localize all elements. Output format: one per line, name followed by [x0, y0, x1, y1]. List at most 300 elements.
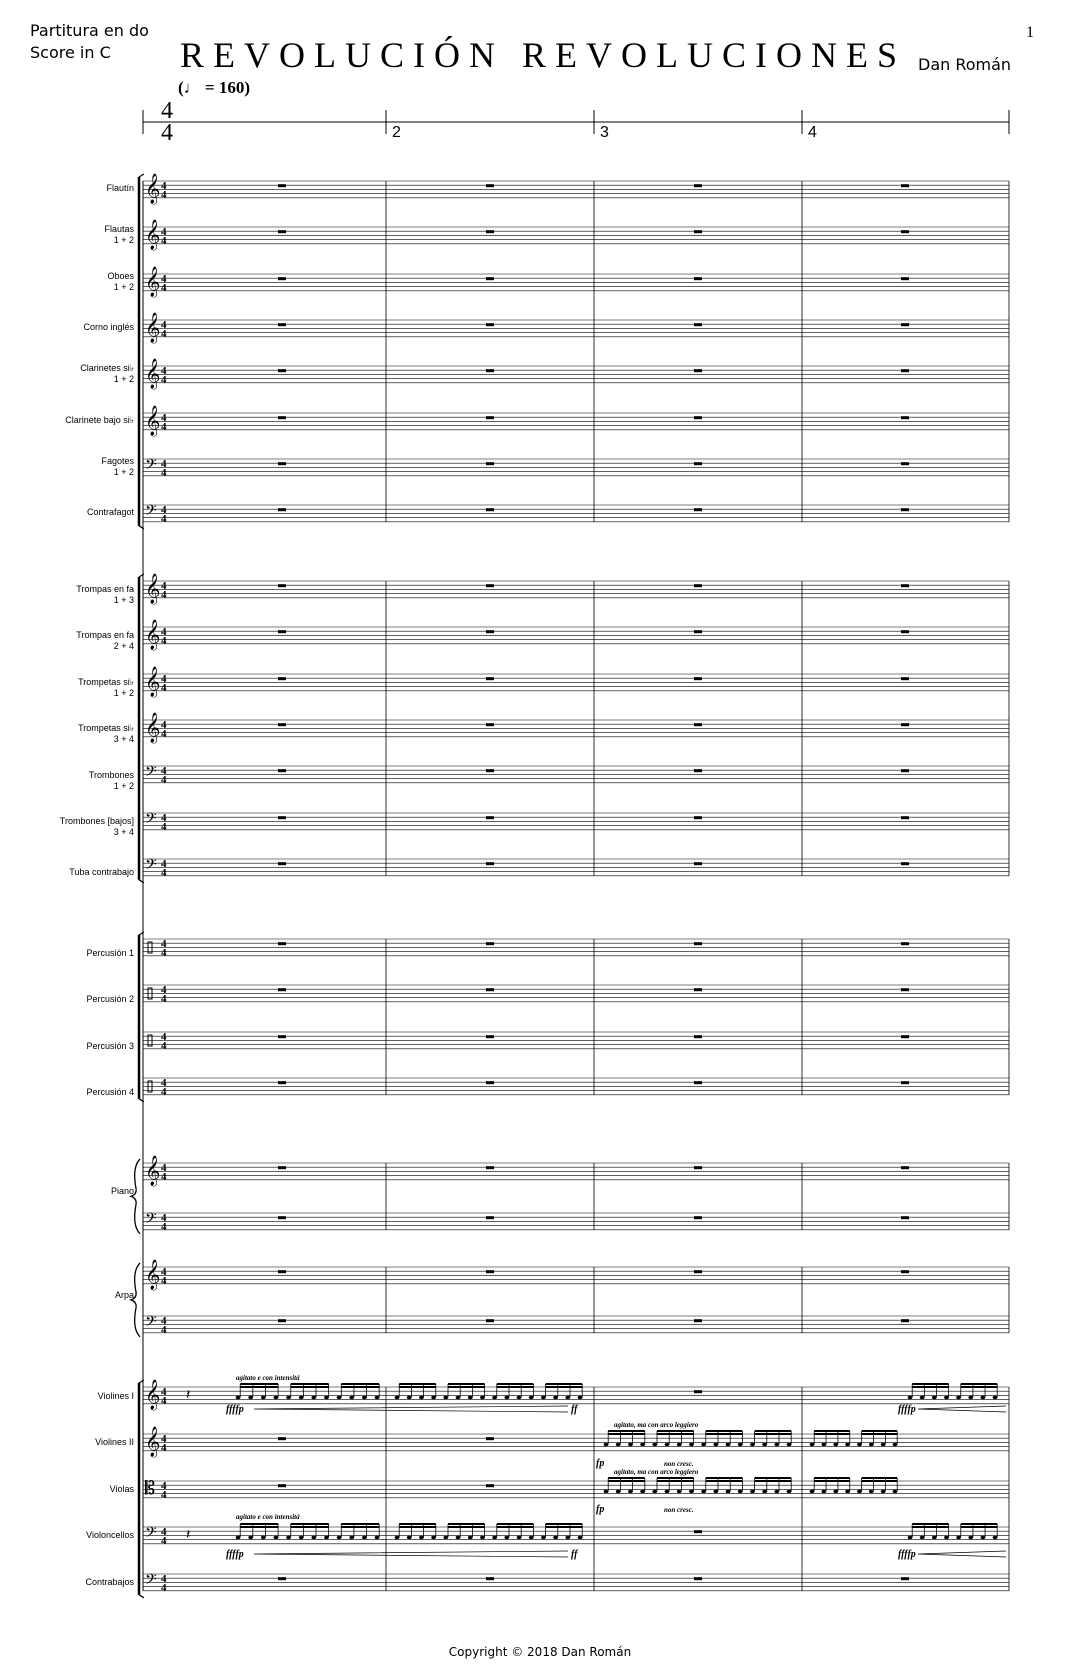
cello-m4-note: [908, 1536, 913, 1539]
violas-m4-note: [881, 1490, 886, 1493]
violas-m3-note: [616, 1490, 621, 1493]
time-sig-top: 4: [161, 626, 167, 638]
whole-rest: [278, 723, 286, 726]
violin1-m4-note: [920, 1396, 925, 1399]
violin1-m1-note: [337, 1396, 342, 1399]
bass-clef-icon: 𝄢: [145, 502, 157, 523]
violas-m4-note: [833, 1490, 838, 1493]
cello-m2-note: [407, 1536, 412, 1539]
whole-rest: [901, 416, 909, 419]
whole-rest: [694, 230, 702, 233]
whole-rest: [278, 862, 286, 865]
cello-m1-note: [261, 1536, 266, 1539]
quarter-rest-cello: 𝄽: [186, 1527, 191, 1543]
violin2-m3-note: [774, 1443, 779, 1446]
time-sig-bottom: 4: [161, 189, 167, 201]
bass-clef-icon: 𝄢: [145, 856, 157, 877]
time-sig-top: 4: [161, 273, 167, 285]
dynamic-fp-violas: fp: [596, 1504, 605, 1515]
violin1-m2-note: [492, 1396, 497, 1399]
treble-clef-icon: 𝄞: [145, 220, 161, 250]
whole-rest: [486, 816, 494, 819]
measure-number-4: 4: [808, 124, 817, 141]
whole-rest: [278, 1270, 286, 1273]
violas-m4-note: [857, 1490, 862, 1493]
instrument-label-percusion-3: Percusión 3: [86, 1041, 134, 1051]
measure-number-2: 2: [392, 124, 401, 141]
whole-rest: [694, 630, 702, 633]
violin2-m4-note: [833, 1443, 838, 1446]
instrument-label-percusion-4: Percusión 4: [86, 1087, 134, 1097]
whole-rest: [486, 1166, 494, 1169]
whole-rest: [694, 1530, 702, 1533]
time-sig-bottom: 4: [161, 821, 167, 833]
violas-m3-note: [713, 1490, 718, 1493]
whole-rest: [278, 988, 286, 991]
instrument-label-piano: Piano: [110, 1186, 134, 1196]
treble-clef-icon: 𝄞: [145, 313, 161, 343]
time-sig-top: 4: [161, 1386, 167, 1398]
time-sig-top: 4: [161, 765, 167, 777]
treble-clef-icon: 𝄞: [145, 359, 161, 389]
whole-rest: [694, 1319, 702, 1322]
whole-rest: [901, 988, 909, 991]
dynamic-ffffp-violin1: ffffp: [226, 1404, 244, 1415]
bass-clef-icon: 𝄢: [145, 1210, 157, 1231]
time-sig-top: 4: [161, 938, 167, 950]
whole-rest: [901, 1216, 909, 1219]
time-sig-top: 4: [161, 226, 167, 238]
whole-rest: [278, 1166, 286, 1169]
cello-m2-note: [456, 1536, 461, 1539]
whole-rest: [486, 769, 494, 772]
whole-rest: [278, 1216, 286, 1219]
whole-rest: [278, 1081, 286, 1084]
time-sig-top: 4: [161, 1031, 167, 1043]
violin2-m3-note: [616, 1443, 621, 1446]
violin1-m1-note: [236, 1396, 241, 1399]
violas-m4-note: [869, 1490, 874, 1493]
whole-rest: [694, 584, 702, 587]
hairpin-cello-m4: [918, 1551, 1006, 1557]
violin1-m2-note: [395, 1396, 400, 1399]
violin1-m1-note: [349, 1396, 354, 1399]
instrument-label-contrafagot: Contrafagot: [86, 507, 134, 517]
whole-rest: [278, 769, 286, 772]
whole-rest: [694, 769, 702, 772]
violin1-m2-note: [456, 1396, 461, 1399]
time-sig-top: 4: [161, 319, 167, 331]
time-sig-top: 4: [161, 1433, 167, 1445]
time-sig-top: 4: [161, 458, 167, 470]
violin2-m3-note: [787, 1443, 792, 1446]
cello-m1-note: [236, 1536, 241, 1539]
whole-rest: [694, 862, 702, 865]
whole-rest: [694, 462, 702, 465]
violin1-m4-note: [944, 1396, 949, 1399]
hairpin-violin1-m4: [918, 1406, 1006, 1412]
time-sig-bottom: 4: [161, 635, 167, 647]
violin2-m3-note: [701, 1443, 706, 1446]
cello-m1-note: [286, 1536, 291, 1539]
brace-4: [131, 1263, 140, 1337]
cello-m2-note: [468, 1536, 473, 1539]
whole-rest: [486, 369, 494, 372]
cello-m4-note: [932, 1536, 937, 1539]
violas-m3-note: [665, 1490, 670, 1493]
treble-clef-icon: 𝄞: [145, 667, 161, 697]
composer-name: Dan Román: [918, 55, 1012, 74]
time-sig-top: 4: [161, 1077, 167, 1089]
whole-rest: [278, 462, 286, 465]
whole-rest: [901, 1577, 909, 1580]
violin1-m1-note: [375, 1396, 380, 1399]
whole-rest: [694, 1216, 702, 1219]
violin2-m3-note: [652, 1443, 657, 1446]
violin1-m4-note: [956, 1396, 961, 1399]
violin2-m3-note: [628, 1443, 633, 1446]
cello-m4-note: [980, 1536, 985, 1539]
whole-rest: [278, 1484, 286, 1487]
violin2-m4-note: [821, 1443, 826, 1446]
cello-m1-note: [349, 1536, 354, 1539]
violas-m3-note: [701, 1490, 706, 1493]
score-label-line2: Score in C: [30, 43, 111, 62]
whole-rest: [486, 1484, 494, 1487]
violin2-m4-note: [869, 1443, 874, 1446]
time-sig-top: 4: [161, 1212, 167, 1224]
cello-m2-note: [529, 1536, 534, 1539]
quarter-rest-violin1: 𝄽: [186, 1387, 191, 1403]
whole-rest: [901, 723, 909, 726]
instrument-label-violoncellos: Violoncellos: [86, 1530, 134, 1540]
violas-m3-note: [726, 1490, 731, 1493]
whole-rest: [486, 1035, 494, 1038]
time-sig-bottom: 4: [161, 1324, 167, 1336]
violas-m4-note: [810, 1490, 815, 1493]
cello-m2-note: [480, 1536, 485, 1539]
whole-rest: [694, 1035, 702, 1038]
cello-m2-note: [517, 1536, 522, 1539]
expression-agitato-leggiero-violin2: agitato, ma con arco leggiero: [614, 1421, 699, 1429]
instrument-label-flautin: Flautín: [106, 183, 134, 193]
violin2-m3-note: [665, 1443, 670, 1446]
whole-rest: [486, 988, 494, 991]
expression-non-cresc-violin2: non cresc.: [664, 1460, 694, 1468]
instrument-label-trompetas-1-2: Trompetas si♭ 1 + 2: [78, 677, 134, 698]
whole-rest: [694, 1166, 702, 1169]
time-sig-bottom: 4: [161, 1535, 167, 1547]
violin1-m1-note: [299, 1396, 304, 1399]
violin1-m2-note: [541, 1396, 546, 1399]
violin2-m4-note: [857, 1443, 862, 1446]
violas-m3-note: [689, 1490, 694, 1493]
whole-rest: [901, 816, 909, 819]
whole-rest: [901, 369, 909, 372]
violin2-m3-note: [726, 1443, 731, 1446]
time-sig-top: 4: [161, 1266, 167, 1278]
cello-m2-note: [419, 1536, 424, 1539]
bass-clef-icon: 𝄢: [145, 1313, 157, 1334]
instrument-label-violines-1: Violines I: [97, 1391, 134, 1401]
time-sig-top: 4: [161, 812, 167, 824]
whole-rest: [901, 862, 909, 865]
cello-m1-note: [299, 1536, 304, 1539]
cello-m1-note: [248, 1536, 253, 1539]
whole-rest: [901, 184, 909, 187]
instrument-label-percusion-1: Percusión 1: [86, 948, 134, 958]
violin1-m2-note: [504, 1396, 509, 1399]
instrument-label-corno-ingles: Corno inglés: [83, 322, 134, 332]
whole-rest: [901, 677, 909, 680]
time-sig-top: 4: [161, 580, 167, 592]
time-sig-top: 4: [161, 1315, 167, 1327]
cello-m1-note: [311, 1536, 316, 1539]
whole-rest: [694, 184, 702, 187]
violin2-m3-note: [738, 1443, 743, 1446]
whole-rest: [694, 988, 702, 991]
cello-m1-note: [324, 1536, 329, 1539]
time-sig-top: 4: [161, 1162, 167, 1174]
expression-agitato-leggiero-violas: agitato, ma con arco leggiero: [614, 1468, 699, 1476]
cello-m1-note: [362, 1536, 367, 1539]
whole-rest: [486, 862, 494, 865]
time-sig-bottom: 4: [161, 947, 167, 959]
whole-rest: [278, 1437, 286, 1440]
tempo-marking: (♩ = 160): [178, 78, 251, 97]
whole-rest: [694, 369, 702, 372]
instrument-label-violas: Violas: [109, 1484, 134, 1494]
violin1-m2-note: [565, 1396, 570, 1399]
instrument-label-flautas: Flautas 1 + 2: [104, 224, 134, 245]
whole-rest: [694, 1390, 702, 1393]
whole-rest: [278, 1319, 286, 1322]
whole-rest: [694, 942, 702, 945]
hairpin-violin1-cresc: [254, 1406, 568, 1412]
cello-m4-note: [944, 1536, 949, 1539]
whole-rest: [486, 630, 494, 633]
time-sig-top: 4: [161, 180, 167, 192]
cello-m2-note: [541, 1536, 546, 1539]
whole-rest: [486, 1577, 494, 1580]
whole-rest: [901, 1081, 909, 1084]
time-sig-bottom: 4: [161, 1582, 167, 1594]
violin1-m2-note: [517, 1396, 522, 1399]
cello-m4-note: [956, 1536, 961, 1539]
instrument-label-tuba: Tuba contrabajo: [69, 867, 134, 877]
time-sig-top: 4: [161, 1573, 167, 1585]
violin1-m4-note: [968, 1396, 973, 1399]
violin1-m2-note: [480, 1396, 485, 1399]
whole-rest: [901, 508, 909, 511]
bass-clef-icon: 𝄢: [145, 763, 157, 784]
cello-m2-note: [578, 1536, 583, 1539]
violas-m3-note: [774, 1490, 779, 1493]
time-sig-bottom: 4: [161, 1040, 167, 1052]
whole-rest: [901, 584, 909, 587]
group-bracket-hook-top-0: [139, 174, 144, 177]
violas-m3-note: [604, 1490, 609, 1493]
whole-rest: [694, 1081, 702, 1084]
instrument-label-percusion-2: Percusión 2: [86, 994, 134, 1004]
whole-rest: [278, 630, 286, 633]
bass-clef-icon: 𝄢: [145, 456, 157, 477]
cello-m2-note: [395, 1536, 400, 1539]
cello-m2-note: [504, 1536, 509, 1539]
whole-rest: [694, 323, 702, 326]
violin1-m2-note: [468, 1396, 473, 1399]
expression-agitato-cello: agitato e con intensitá: [236, 1513, 300, 1521]
whole-rest: [278, 184, 286, 187]
instrument-label-arpa: Arpa: [114, 1290, 134, 1300]
dynamic-ff-cello: ff: [571, 1549, 578, 1560]
cello-m2-note: [431, 1536, 436, 1539]
instrument-label-violines-2: Violines II: [95, 1437, 134, 1447]
whole-rest: [901, 277, 909, 280]
violin2-m3-note: [762, 1443, 767, 1446]
treble-clef-icon: 𝄞: [145, 174, 161, 204]
dynamic-ff-violin1: ff: [571, 1404, 578, 1415]
violas-m3-note: [762, 1490, 767, 1493]
time-sig-top: 4: [161, 858, 167, 870]
violas-m3-note: [738, 1490, 743, 1493]
violin1-m2-note: [431, 1396, 436, 1399]
measure-number-3: 3: [600, 124, 609, 141]
whole-rest: [486, 1437, 494, 1440]
time-sig-bottom: 4: [161, 1086, 167, 1098]
whole-rest: [486, 230, 494, 233]
whole-rest: [901, 1270, 909, 1273]
time-sig-bottom: 4: [161, 728, 167, 740]
whole-rest: [486, 723, 494, 726]
violin2-m3-note: [677, 1443, 682, 1446]
whole-rest: [278, 1577, 286, 1580]
whole-rest: [278, 323, 286, 326]
time-sig-bottom: 4: [161, 993, 167, 1005]
time-sig-bottom: 4: [161, 1275, 167, 1287]
whole-rest: [486, 584, 494, 587]
whole-rest: [486, 184, 494, 187]
whole-rest: [901, 769, 909, 772]
violin1-m1-note: [324, 1396, 329, 1399]
dynamic-ffffp-cello-m4: ffffp: [898, 1549, 916, 1560]
cello-m4-note: [993, 1536, 998, 1539]
ruler-time-sig-bottom: 4: [161, 120, 173, 146]
whole-rest: [486, 462, 494, 465]
time-sig-top: 4: [161, 1480, 167, 1492]
hairpin-cello-cresc: [254, 1551, 568, 1557]
time-sig-bottom: 4: [161, 328, 167, 340]
cello-m4-note: [968, 1536, 973, 1539]
time-sig-top: 4: [161, 984, 167, 996]
whole-rest: [486, 277, 494, 280]
instrument-label-trombones-bajos: Trombones [bajos] 3 + 4: [59, 816, 134, 837]
whole-rest: [486, 677, 494, 680]
violas-m4-note: [845, 1490, 850, 1493]
cello-m4-note: [920, 1536, 925, 1539]
violin1-m1-note: [286, 1396, 291, 1399]
cello-m2-note: [443, 1536, 448, 1539]
whole-rest: [486, 942, 494, 945]
whole-rest: [486, 1216, 494, 1219]
page-number: 1: [1026, 24, 1034, 41]
cello-m1-note: [337, 1536, 342, 1539]
whole-rest: [901, 1035, 909, 1038]
whole-rest: [694, 677, 702, 680]
whole-rest: [278, 369, 286, 372]
violin1-m2-note: [553, 1396, 558, 1399]
violas-m3-note: [787, 1490, 792, 1493]
alto-clef-icon: 𝄡: [145, 1478, 156, 1499]
whole-rest: [901, 630, 909, 633]
whole-rest: [901, 1319, 909, 1322]
whole-rest: [486, 508, 494, 511]
whole-rest: [278, 816, 286, 819]
whole-rest: [901, 462, 909, 465]
whole-rest: [694, 416, 702, 419]
whole-rest: [278, 1035, 286, 1038]
time-sig-bottom: 4: [161, 282, 167, 294]
instrument-label-trompas-1-3: Trompas en fa 1 + 3: [76, 584, 134, 605]
violin1-m2-note: [578, 1396, 583, 1399]
treble-clef-icon: 𝄞: [145, 1380, 161, 1410]
violas-m3-note: [750, 1490, 755, 1493]
violin1-m2-note: [419, 1396, 424, 1399]
violas-m3-note: [628, 1490, 633, 1493]
cello-m1-note: [375, 1536, 380, 1539]
cello-m1-note: [274, 1536, 279, 1539]
instrument-label-trombones-1-2: Trombones 1 + 2: [88, 770, 134, 791]
whole-rest: [486, 416, 494, 419]
whole-rest: [901, 323, 909, 326]
brace-3: [131, 1159, 140, 1234]
time-sig-bottom: 4: [161, 1442, 167, 1454]
violas-m4-note: [893, 1490, 898, 1493]
violin2-m4-note: [893, 1443, 898, 1446]
whole-rest: [486, 1270, 494, 1273]
ruler-time-sig-top: 4: [161, 98, 173, 124]
whole-rest: [694, 816, 702, 819]
time-sig-bottom: 4: [161, 467, 167, 479]
whole-rest: [901, 230, 909, 233]
whole-rest: [278, 508, 286, 511]
violin1-m1-note: [362, 1396, 367, 1399]
treble-clef-icon: 𝄞: [145, 713, 161, 743]
copyright-notice: Copyright © 2018 Dan Román: [448, 1645, 632, 1659]
time-sig-top: 4: [161, 412, 167, 424]
whole-rest: [278, 277, 286, 280]
time-sig-bottom: 4: [161, 421, 167, 433]
instrument-label-fagotes: Fagotes 1 + 2: [101, 456, 134, 477]
time-sig-bottom: 4: [161, 513, 167, 525]
instrument-label-trompas-2-4: Trompas en fa 2 + 4: [76, 630, 134, 651]
whole-rest: [901, 942, 909, 945]
instrument-label-trompetas-3-4: Trompetas si♭ 3 + 4: [78, 723, 134, 744]
whole-rest: [486, 1319, 494, 1322]
cello-m2-note: [565, 1536, 570, 1539]
bass-clef-icon: 𝄢: [145, 1524, 157, 1545]
violas-m3-note: [640, 1490, 645, 1493]
time-sig-top: 4: [161, 1526, 167, 1538]
bass-clef-icon: 𝄢: [145, 810, 157, 831]
group-bracket-hook-bottom-5: [139, 1595, 144, 1598]
violin1-m1-note: [311, 1396, 316, 1399]
time-sig-top: 4: [161, 504, 167, 516]
violas-m4-note: [821, 1490, 826, 1493]
violin1-m2-note: [407, 1396, 412, 1399]
instrument-label-oboes: Oboes 1 + 2: [107, 271, 134, 292]
instrument-label-clarinetes: Clarinetes si♭ 1 + 2: [80, 363, 134, 384]
